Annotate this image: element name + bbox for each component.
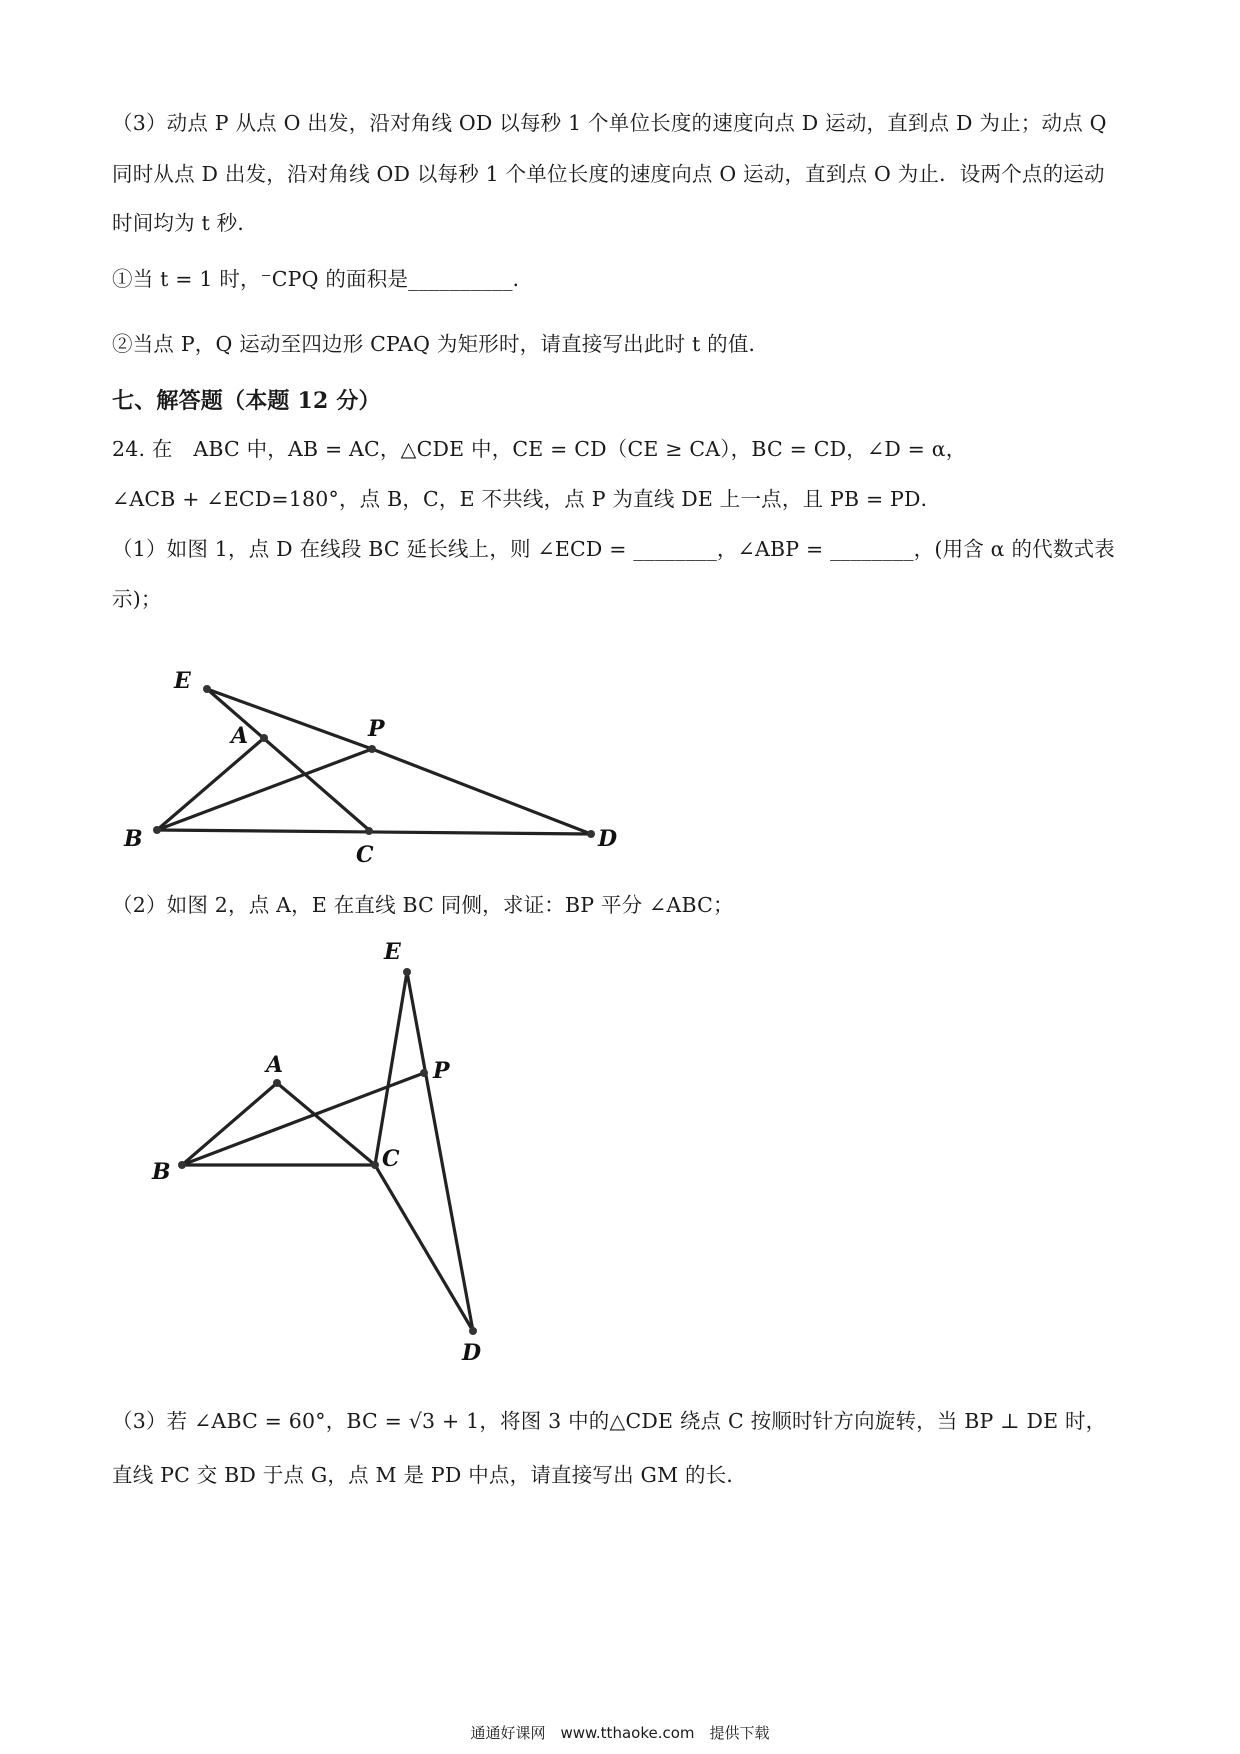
label-C: C [382,1146,400,1172]
label-A: A [231,723,249,749]
q23-part3-line2: 同时从点 D 出发，沿对角线 OD 以每秒 1 个单位长度的速度向点 O 运动，直到点 O 为止．设两个点的运动 [112,162,1105,186]
label-D: D [462,1340,482,1366]
label-E: E [174,668,191,694]
segment-EC [375,972,407,1165]
q23-sub1: ①当 t = 1 时，⁻CPQ 的面积是__________． [112,267,534,291]
q24-part2: （2）如图 2，点 A，E 在直线 BC 同侧，求证：BP 平分 ∠ABC； [112,893,734,917]
q23-sub2: ②当点 P，Q 运动至四边形 CPAQ 为矩形时，请直接写出此时 t 的值． [112,332,770,356]
point-E [403,968,411,976]
point-A [273,1079,281,1087]
label-A: A [266,1052,284,1078]
point-C [371,1161,379,1169]
page-footer: 通通好课网 www.tthaoke.com 提供下载 [470,1724,770,1742]
q24-part3-line2: 直线 PC 交 BD 于点 G，点 M 是 PD 中点，请直接写出 GM 的长． [112,1463,748,1487]
section-heading: 七、解答题（本题 12 分） [112,388,381,414]
segment-BA [182,1083,277,1165]
q23-part3-line3: 时间均为 t 秒． [112,211,259,235]
q24-part1-line1: （1）如图 1，点 D 在线段 BC 延长线上，则 ∠ECD = ________，∠ABP = ________，(用含 α 的代数式表 [112,537,1115,561]
label-C: C [356,842,374,868]
label-B: B [124,826,143,852]
q23-part3-line1: （3）动点 P 从点 O 出发，沿对角线 OD 以每秒 1 个单位长度的速度向点 D 运动，直到点 D 为止；动点 Q [112,111,1107,135]
point-P [420,1069,428,1077]
q24-stem-line1: 24. 在 ABC 中，AB = AC，△CDE 中，CE = CD（CE ≥ CA），BC = CD，∠D = α， [112,437,967,461]
label-P: P [433,1058,450,1084]
label-E: E [384,939,401,965]
q24-part1-line2: 示)； [112,587,162,611]
point-B [178,1161,186,1169]
label-D: D [598,826,618,852]
q24-stem-line2: ∠ACB + ∠ECD=180°，点 B，C，E 不共线，点 P 为直线 DE 上一点，且 PB = PD． [112,487,942,511]
figure-2-lines [182,972,473,1331]
label-P: P [368,716,385,742]
label-B: B [152,1159,171,1185]
q24-part3-line1: （3）若 ∠ABC = 60°，BC = √3 + 1，将图 3 中的△CDE 绕点 C 按顺时针方向旋转，当 BP ⊥ DE 时， [112,1409,1107,1433]
point-D [469,1327,477,1335]
